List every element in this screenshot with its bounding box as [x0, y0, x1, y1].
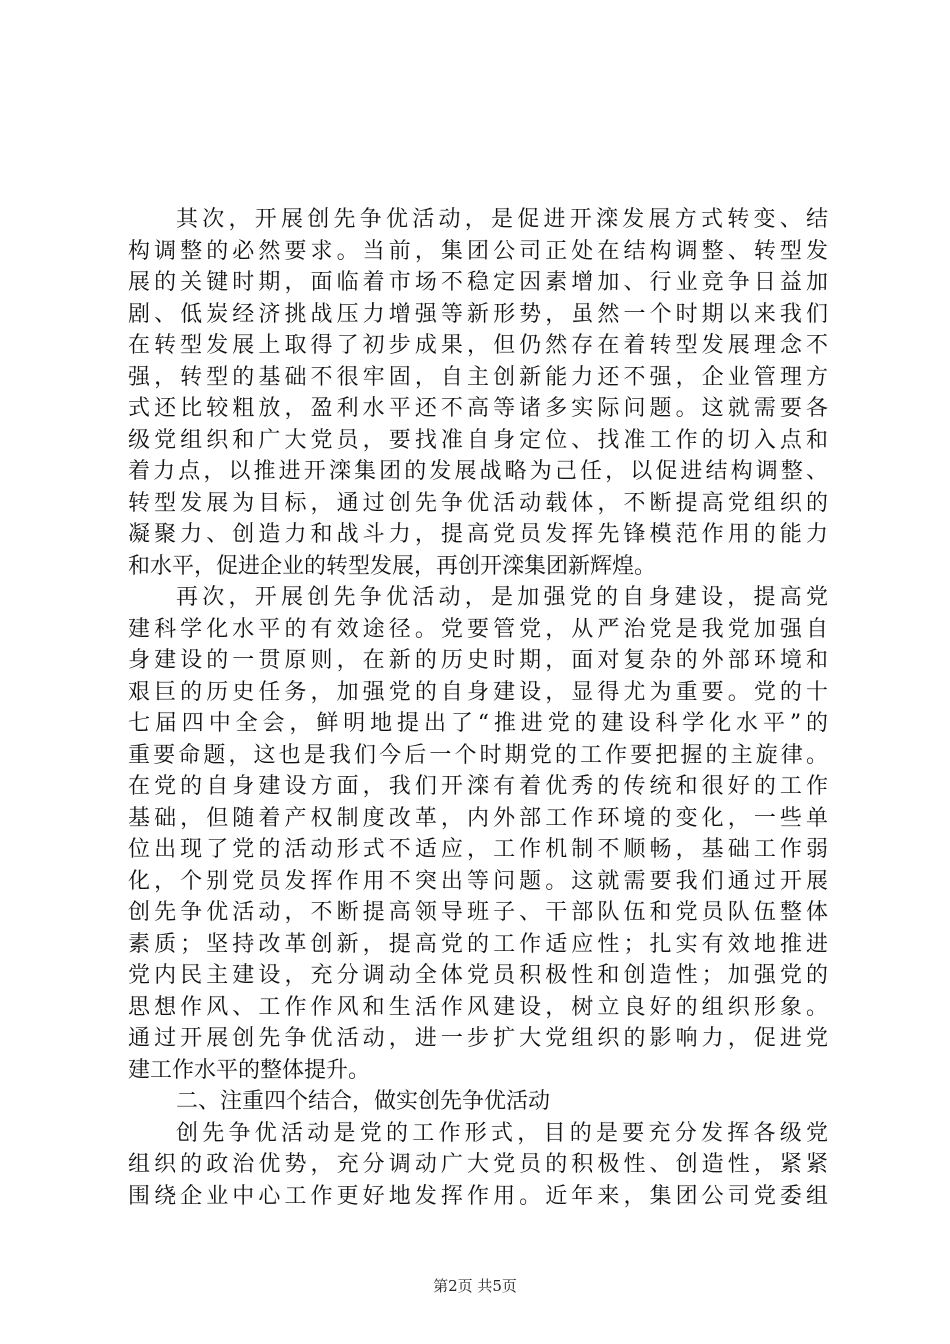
text-line: 党内民主建设，充分调动全体党员积极性和创造性；加强党的 [128, 963, 828, 988]
text-line: 艰巨的历史任务，加强党的自身建设，显得尤为重要。党的十 [128, 679, 828, 705]
text-line: 思想作风、工作作风和生活作风建设，树立良好的组织形象。 [128, 994, 828, 1020]
text-line: 组织的政治优势，充分调动广大党员的积极性、创造性，紧紧 [128, 1152, 828, 1177]
text-line: 展的关键时期，面临着市场不稳定因素增加、行业竞争日益加 [128, 270, 828, 295]
text-line: 二、注重四个结合，做实创先争优活动 [176, 1089, 551, 1114]
text-line: 剧、低炭经济挑战压力增强等新形势，虽然一个时期以来我们 [128, 301, 828, 327]
document-body [128, 204, 828, 1212]
text-line: 级党组织和广大党员，要找准自身定位、找准工作的切入点和 [128, 427, 828, 453]
text-line: 转型发展为目标，通过创先争优活动载体，不断提高党组织的 [128, 490, 828, 516]
text-line: 构调整的必然要求。当前，集团公司正处在结构调整、转型发 [128, 238, 828, 264]
text-line: 通过开展创先争优活动，进一步扩大党组织的影响力，促进党 [128, 1026, 828, 1051]
text-line: 凝聚力、创造力和战斗力，提高党员发挥先锋模范作用的能力 [128, 522, 828, 547]
text-line: 创先争优活动是党的工作形式，目的是要充分发挥各级党 [176, 1120, 828, 1146]
text-line: 着力点，以推进开滦集团的发展战略为己任，以促进结构调整、 [128, 459, 828, 484]
text-line: 围绕企业中心工作更好地发挥作用。近年来，集团公司党委组 [128, 1183, 828, 1209]
text-line: 七届四中全会，鲜明地提出了“推进党的建设科学化水平”的 [128, 711, 828, 736]
text-line: 位出现了党的活动形式不适应，工作机制不顺畅，基础工作弱 [128, 837, 828, 862]
text-line: 基础，但随着产权制度改革，内外部工作环境的变化，一些单 [128, 805, 828, 831]
text-line: 创先争优活动，不断提高领导班子、干部队伍和党员队伍整体 [128, 900, 828, 925]
text-line: 强，转型的基础不很牢固，自主创新能力还不强，企业管理方 [128, 364, 828, 390]
text-line: 建工作水平的整体提升。 [128, 1057, 371, 1083]
page-footer: 第2页 共5页 [433, 1277, 517, 1295]
text-line: 建科学化水平的有效途径。党要管党，从严治党是我党加强自 [128, 616, 828, 642]
text-line: 和水平，促进企业的转型发展，再创开滦集团新辉煌。 [128, 553, 657, 579]
text-line: 其次，开展创先争优活动，是促进开滦发展方式转变、结 [176, 207, 828, 232]
text-line: 化，个别党员发挥作用不突出等问题。这就需要我们通过开展 [128, 868, 828, 894]
text-line: 在党的自身建设方面，我们开滦有着优秀的传统和很好的工作 [128, 774, 828, 799]
text-line: 式还比较粗放，盈利水平还不高等诸多实际问题。这就需要各 [128, 396, 828, 421]
text-line: 在转型发展上取得了初步成果，但仍然存在着转型发展理念不 [128, 333, 828, 358]
text-line: 身建设的一贯原则，在新的历史时期，面对复杂的外部环境和 [128, 648, 828, 673]
text-line: 素质；坚持改革创新，提高党的工作适应性；扎实有效地推进 [128, 931, 828, 957]
text-line: 再次，开展创先争优活动，是加强党的自身建设，提高党 [176, 585, 828, 610]
text-line: 重要命题，这也是我们今后一个时期党的工作要把握的主旋律。 [128, 742, 828, 768]
